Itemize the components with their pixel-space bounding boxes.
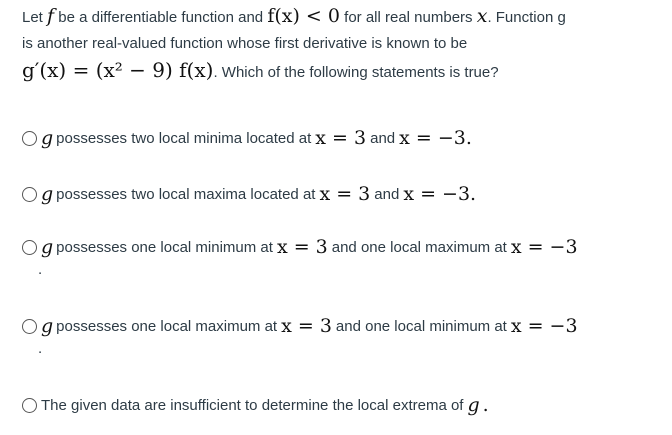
radio-button[interactable]: [22, 398, 37, 413]
option-text: possesses two local maxima located at: [56, 185, 316, 203]
radio-button[interactable]: [22, 131, 37, 146]
option-text: and one local minimum at: [335, 317, 507, 335]
answer-option-5[interactable]: [22, 394, 489, 416]
math-derivative-formula: g′(x) = (x² − 9) f(x): [22, 58, 214, 82]
question-line-3: [22, 60, 499, 83]
option-text: possesses one local maximum at: [56, 317, 278, 335]
math-value-1: x = 3: [281, 315, 332, 337]
option-period: .: [482, 394, 489, 416]
math-g: g: [467, 394, 480, 416]
math-value-1: x = 3: [276, 236, 328, 258]
math-value-2: x = −3: [510, 315, 578, 337]
math-x: x: [476, 5, 488, 27]
math-g: g: [41, 127, 54, 149]
option-period: .: [465, 127, 472, 149]
option-text: The given data are insufficient to determine the local extrema of: [41, 396, 464, 414]
radio-button[interactable]: [22, 319, 37, 334]
question-text: . Which of the following statements is true?: [213, 64, 499, 81]
question-text: . Function g: [487, 9, 566, 26]
radio-button[interactable]: [22, 240, 37, 255]
math-inequality: f(x) < 0: [267, 5, 340, 27]
question-line-1: [22, 6, 566, 28]
math-value-2: x = −3: [403, 183, 471, 205]
radio-button[interactable]: [22, 187, 37, 202]
math-value-2: x = −3: [399, 127, 466, 149]
option-text: possesses one local minimum at: [56, 238, 273, 256]
math-value-1: x = 3: [319, 183, 371, 205]
math-g: g: [41, 183, 54, 205]
question-text: be a differentiable function and: [58, 9, 264, 26]
option-3-period: .: [38, 261, 43, 278]
option-text: possesses two local minima located at: [56, 129, 312, 147]
question-text: for all real numbers: [344, 9, 473, 26]
answer-option-2[interactable]: [22, 183, 476, 205]
question-line-2: is another real-valued function whose first derivative is known to be: [22, 35, 468, 52]
option-text: and: [370, 129, 396, 147]
option-text: and: [374, 185, 400, 203]
answer-option-3[interactable]: [22, 236, 578, 258]
option-text: and one local maximum at: [331, 238, 507, 256]
math-value-1: x = 3: [315, 127, 367, 149]
math-g: g: [41, 236, 54, 258]
answer-option-4[interactable]: [22, 315, 578, 337]
option-4-period: .: [38, 340, 43, 357]
math-g: g: [41, 315, 54, 337]
question-text: Let: [22, 9, 43, 26]
option-period: .: [470, 183, 477, 205]
math-value-2: x = −3: [510, 236, 578, 258]
math-f: f: [47, 5, 55, 27]
answer-option-1[interactable]: [22, 127, 472, 149]
